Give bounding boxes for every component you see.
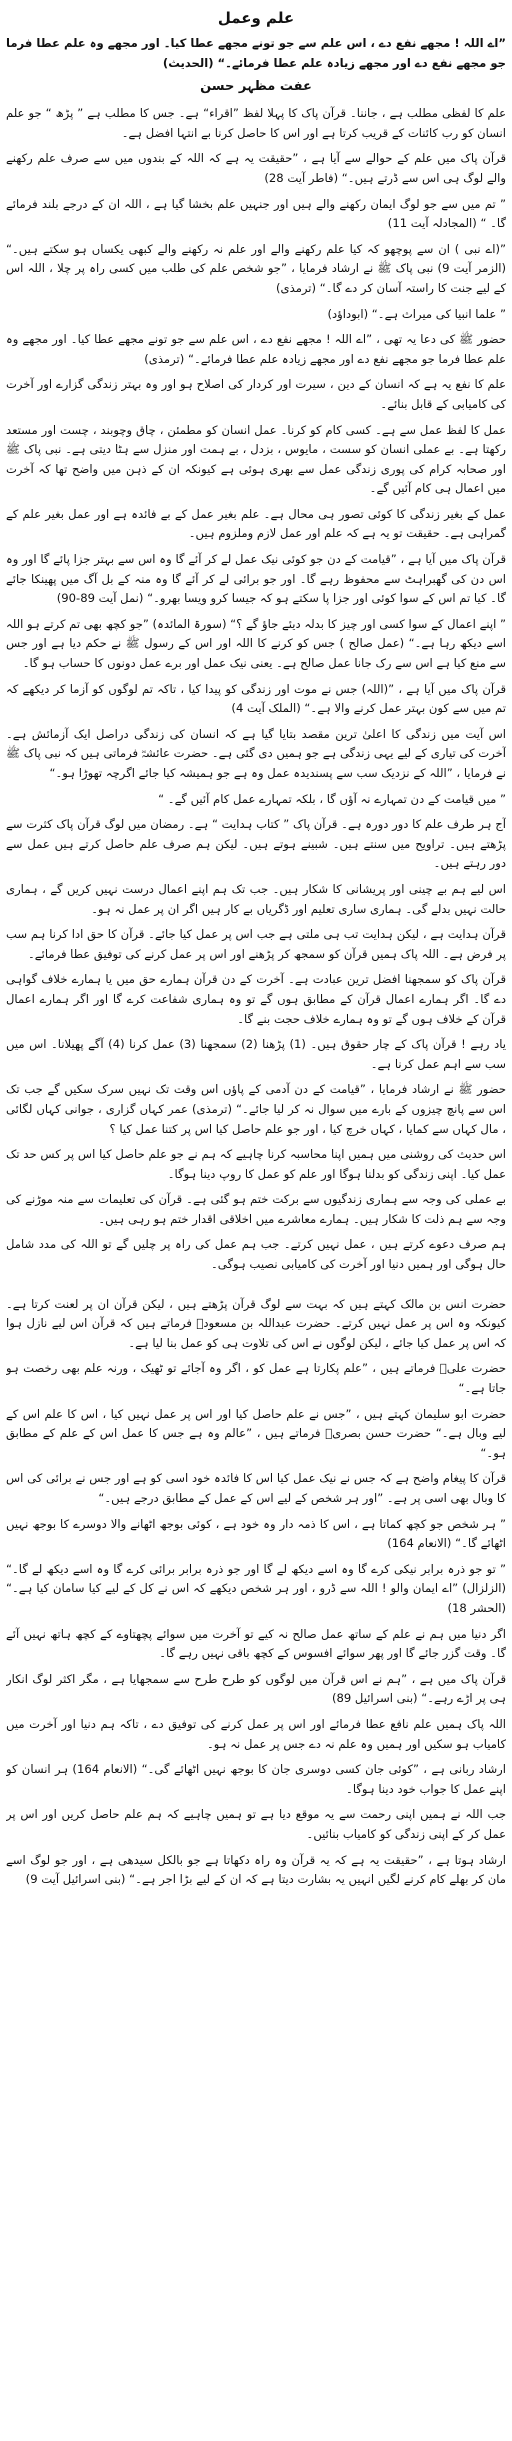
paragraph-35: ارشاد ہوتا ہے ، ”حقیقت یہ ہے کہ یہ قرآن وہ راہ دکھاتا ہے جو بالکل سیدھی ہے ، اور جو لوگ اسے مان کر بھلے کام کرنے لگیں انہیں یہ بشارت دیتا ہے کہ ان کے لیے بڑا اجر ہے۔“ (بنی اسرائیل آیت 9) bbox=[6, 1852, 506, 1887]
paragraph-28: ” ہر شخص جو کچھ کماتا ہے ، اس کا ذمہ دار وہ خود ہے ، کوئی بوجھ اٹھانے والا دوسرے کا بوجھ نہیں اٹھائے گا۔“ (الانعام 164) bbox=[6, 1516, 506, 1551]
paragraph-5: ” علما انبیا کی میراث ہے۔“ (ابوداؤد) bbox=[327, 306, 506, 321]
paragraph-17: قرآن ہدایت ہے ، لیکن ہدایت تب ہی ملتی ہے جب اس پر عمل کیا جائے۔ قرآن کا حق ادا کرنا ہم سب پر فرض ہے۔ اللہ پاک ہمیں قرآن کو سمجھ کر پڑھنے اور اس پر عمل کرنے کی توفیق عطا فرمائے۔ bbox=[6, 927, 506, 961]
paragraph-11: ” اپنے اعمال کے سوا کسی اور چیز کا بدلہ دیئے جاؤ گے ؟“ (سورۃ المائدہ) ”جو کچھ بھی تم کرتے ہو اللہ اسے دیکھ رہا ہے۔“ (عمل صالح ) جس کو کرنے کا اللہ اور اس کے رسول ﷺ نے حکم دیا ہے اور جس سے منع کیا ہے اس سے رک جانا عمل صالح ہے۔ یعنی نیک عمل اور برے عمل دونوں کا حساب ہو گا۔ bbox=[6, 616, 506, 671]
article-author: عفت مظہر حسن bbox=[200, 79, 312, 95]
article-title: علم وعمل bbox=[217, 9, 295, 27]
paragraph-12: قرآن پاک میں آیا ہے ، ”(اللہ) جس نے موت اور زندگی کو پیدا کیا ، تاکہ تم لوگوں کو آزما کر دیکھے کہ تم میں سے کون بہتر عمل کرنے والا ہے۔“ (الملک آیت 4) bbox=[6, 681, 506, 716]
paragraph-8: عمل کا لفظ عمل سے ہے۔ کسی کام کو کرنا۔ عمل انسان کو مطمئن ، چاق وچوبند ، چست اور مستعد رکھتا ہے۔ بے عملی انسان کو سست ، مایوس ، بزدل ، بے ہمت اور منزل سے ہٹا دیتی ہے۔ نبی پاک ﷺ اور صحابہ کرام کی پوری زندگی عمل سے بھری ہوئی ہے کیونکہ ان کے ذہن میں واضح تھا کہ آخرت میں اعمال ہی کام آئیں گے۔ bbox=[6, 422, 506, 496]
paragraph-33: ارشاد ربانی ہے ، ”کوئی جان کسی دوسری جان کا بوجھ نہیں اٹھائے گی۔“ (الانعام 164) ہر انسان کو اپنے عمل کا جواب خود دینا ہوگا۔ bbox=[6, 1762, 506, 1796]
paragraph-27: قرآن کا پیغام واضح ہے کہ جس نے نیک عمل کیا اس کا فائدہ خود اسی کو ہے اور جس نے برائی کی اس کا وبال بھی اسی پر ہے۔ ”اور ہر شخص کے لیے اس کے عمل کے مطابق درجے ہیں۔“ bbox=[6, 1471, 506, 1505]
paragraph-30: اگر دنیا میں ہم نے علم کے ساتھ عمل صالح نہ کیے تو آخرت میں سوائے پچھتاوے کے کچھ ہاتھ نہیں آئے گا۔ وقت گزر جائے گا اور پھر سوائے افسوس کے کچھ باقی نہیں رہے گا۔ bbox=[6, 1626, 506, 1661]
paragraph-22: بے عملی کی وجہ سے ہماری زندگیوں سے برکت ختم ہو گئی ہے۔ قرآن کی تعلیمات سے منہ موڑنے کی وجہ سے ہم ذلت کا شکار ہیں۔ ہمارے معاشرے میں اخلاقی اقدار ختم ہو رہی ہیں۔ bbox=[6, 1192, 506, 1226]
paragraph-4: ”(اے نبی ) ان سے پوچھو کہ کیا علم رکھنے والے اور علم نہ رکھنے والے کبھی یکساں ہو سکتے ہیں۔“ (الزمر آیت 9) نبی پاک ﷺ نے ارشاد فرمایا ، ”جو شخص علم کی طلب میں کسی راہ پر چلا ، اللہ اس کے لیے جنت کا راستہ آسان کر دے گا۔“ (ترمذی) bbox=[6, 241, 506, 295]
paragraph-25: حضرت علیؓ فرماتے ہیں ، ”علم پکارتا ہے عمل کو ، اگر وہ آجائے تو ٹھیک ، ورنہ علم بھی رخصت ہو جاتا ہے۔“ bbox=[6, 1361, 506, 1396]
paragraph-31: قرآن پاک میں ہے ، ”ہم نے اس قرآن میں لوگوں کو طرح طرح سے سمجھایا ہے ، مگر اکثر لوگ انکار ہی پر اڑے رہے۔“ (بنی اسرائیل 89) bbox=[6, 1671, 506, 1706]
paragraph-23: ہم صرف دعوے کرتے ہیں ، عمل نہیں کرتے۔ جب ہم عمل کی راہ پر چلیں گے تو اللہ کی مدد شامل حال ہوگی اور ہمیں دنیا اور آخرت کی کامیابی نصیب ہوگی۔ bbox=[6, 1237, 506, 1272]
paragraph-7: علم کا نفع یہ ہے کہ انسان کے دین ، سیرت اور کردار کی اصلاح ہو اور وہ بہتر زندگی گزارے اور آخرت کی کامیابی کے قابل بنائے۔ bbox=[6, 377, 506, 411]
paragraph-13: اس آیت میں زندگی کا اعلیٰ ترین مقصد بتایا گیا ہے کہ انسان کی زندگی دراصل ایک آزمائش ہے۔ آخرت کی تیاری کے لیے یہی زندگی ہے جو ہمیں دی گئی ہے۔ حضرت عائشہؓ فرماتی ہیں کہ نبی پاک ﷺ نے فرمایا ، ”اللہ کے نزدیک سب سے پسندیدہ عمل وہ ہے جو ہمیشہ کیا جائے اگرچہ تھوڑا ہو۔“ bbox=[6, 726, 506, 780]
paragraph-24: حضرت انس بن مالک کہتے ہیں کہ بہت سے لوگ قرآن پڑھتے ہیں ، لیکن قرآن ان پر لعنت کرتا ہے۔ کیونکہ وہ اس پر عمل نہیں کرتے۔ حضرت عبداللہ بن مسعودؓ فرماتے ہیں کہ قرآن اس لیے نازل ہوا کہ اس پر عمل کیا جائے ، لیکن لوگوں نے اس کی تلاوت ہی کو عمل بنا لیا ہے۔ bbox=[6, 1296, 506, 1350]
paragraph-21: اس حدیث کی روشنی میں ہمیں اپنا محاسبہ کرنا چاہیے کہ ہم نے جو علم حاصل کیا اس پر کس حد تک عمل کیا۔ اپنی زندگی کو بدلنا ہوگا اور علم کو عمل کا روپ دینا ہوگا۔ bbox=[6, 1147, 506, 1181]
paragraph-18: قرآن پاک کو سمجھنا افضل ترین عبادت ہے۔ آخرت کے دن قرآن ہمارے حق میں یا ہمارے خلاف گواہی دے گا۔ اگر ہمارے اعمال قرآن کے مطابق ہوں گے تو وہ ہماری شفاعت کرے گا اور اگر ہمارے اعمال قرآن کے خلاف ہوں گے تو وہ ہمارے خلاف حجت بنے گا۔ bbox=[6, 972, 506, 1026]
paragraph-29: ” تو جو ذرہ برابر نیکی کرے گا وہ اسے دیکھ لے گا اور جو ذرہ برابر برائی کرے گا وہ اسے دیکھ لے گا۔“ (الزلزال) ”اے ایمان والو ! اللہ سے ڈرو ، اور ہر شخص دیکھے کہ اس نے کل کے لیے کیا سامان کیا ہے۔“ (الحشر 18) bbox=[6, 1561, 506, 1615]
article-page bbox=[6, 0, 506, 2439]
paragraph-32: اللہ پاک ہمیں علم نافع عطا فرمائے اور اس پر عمل کرنے کی توفیق دے ، تاکہ ہم دنیا اور آخرت میں کامیاب ہو سکیں اور ہمیں وہ علم نہ دے جس پر عمل نہ ہو۔ bbox=[6, 1716, 506, 1751]
paragraph-2: قرآن پاک میں علم کے حوالے سے آیا ہے ، ”حقیقت یہ ہے کہ اللہ کے بندوں میں سے صرف علم رکھنے والے لوگ ہی اس سے ڈرتے ہیں۔“ (فاطر آیت 28) bbox=[6, 151, 506, 185]
paragraph-26: حضرت ابو سلیمان کہتے ہیں ، ”جس نے علم حاصل کیا اور اس پر عمل نہیں کیا ، اس کا علم اس کے لیے وبال ہے۔“ حضرت حسن بصریؒ فرماتے ہیں ، ”عالم وہ ہے جس کا عمل اس کے علم کے مطابق ہو۔“ bbox=[6, 1406, 506, 1460]
paragraph-20: حضور ﷺ نے ارشاد فرمایا ، ”قیامت کے دن آدمی کے پاؤں اس وقت تک نہیں سرک سکیں گے جب تک اس سے پانچ چیزوں کے بارے میں سوال نہ کر لیا جائے۔“ (ترمذی) عمر کہاں گزاری ، جوانی کہاں لگائی ، مال کہاں سے کمایا ، کہاں خرچ کیا ، اور جو علم حاصل کیا اس پر کتنا عمل کیا ؟ bbox=[6, 1082, 506, 1136]
paragraph-34: جب اللہ نے ہمیں اپنی رحمت سے یہ موقع دیا ہے تو ہمیں چاہیے کہ ہم علم حاصل کریں اور اس پر عمل کر کے اپنی زندگی کو کامیاب بنائیں۔ bbox=[6, 1807, 506, 1841]
section-gap bbox=[6, 1281, 506, 1295]
paragraph-1: علم کا لفظی مطلب ہے ، جاننا۔ قرآن پاک کا پہلا لفظ ”اقراء“ ہے۔ جس کا مطلب ہے ” پڑھ “ جو علم انسان کو رب کائنات کے قریب کرتا ہے اور اس کا حاصل کرنا بے انتہا افضل ہے۔ bbox=[6, 106, 506, 140]
paragraph-15: آج ہر طرف علم کا دور دورہ ہے۔ قرآن پاک ” کتاب ہدایت “ ہے۔ رمضان میں لوگ قرآن پاک کثرت سے پڑھتے ہیں۔ تراویح میں سنتے ہیں۔ شبینے ہوتے ہیں۔ لیکن ہم صرف علم حاصل کرتے ہیں عمل سے دور رہتے ہیں۔ bbox=[6, 817, 506, 871]
article-epigraph: ”اے اللہ ! مجھے نفع دے ، اس علم سے جو تونے مجھے عطا کیا۔ اور مجھے وہ علم عطا فرما جو مجھے نفع دے اور مجھے زیادہ علم عطا فرمائے۔“ (الحدیث) bbox=[6, 36, 506, 70]
paragraph-9: عمل کے بغیر زندگی کا کوئی تصور ہی محال ہے۔ علم بغیر عمل کے بے فائدہ ہے اور عمل بغیر علم کے گمراہی ہے۔ حقیقت تو یہ ہے کہ علم اور عمل لازم وملزوم ہیں۔ bbox=[6, 506, 506, 541]
paragraph-16: اس لیے ہم بے چینی اور پریشانی کا شکار ہیں۔ جب تک ہم اپنے اعمال درست نہیں کریں گے ، ہماری حالت نہیں بدلے گی۔ ہماری ساری تعلیم اور ڈگریاں بے کار ہیں اگر ان پر عمل نہ ہو۔ bbox=[6, 881, 506, 916]
paragraph-14: ” میں قیامت کے دن تمہارے نہ آؤں گا ، بلکہ تمہارے عمل کام آئیں گے۔ “ bbox=[158, 791, 506, 806]
paragraph-6: حضور ﷺ کی دعا یہ تھی ، ”اے اللہ ! مجھے نفع دے ، اس علم سے جو تونے مجھے عطا کیا۔ اور مجھے وہ علم عطا فرما جو مجھے نفع دے اور مجھے زیادہ علم عطا فرمائے۔“ (ترمذی) bbox=[6, 332, 506, 366]
paragraph-19: یاد رہے ! قرآن پاک کے چار حقوق ہیں۔ (1) پڑھنا (2) سمجھنا (3) عمل کرنا (4) آگے پھیلانا۔ اس میں سب سے اہم عمل کرنا ہے۔ bbox=[6, 1037, 506, 1071]
paragraph-3: ” تم میں سے جو لوگ ایمان رکھنے والے ہیں اور جنہیں علم بخشا گیا ہے ، اللہ ان کے درجے بلند فرمائے گا۔ “ (المجادلہ آیت 11) bbox=[6, 196, 506, 231]
paragraph-10: قرآن پاک میں آیا ہے ، ”قیامت کے دن جو کوئی نیک عمل لے کر آئے گا وہ اس سے بہتر جزا پائے گا اور وہ اس دن کی گھبراہٹ سے محفوظ رہے گا۔ اور جو برائی لے کر آئے گا وہ منہ کے بل آگ میں پھینکا جائے گا۔ کیا تم اس کے سوا کوئی اور جزا پا سکتے ہو کہ جیسا کرو ویسا بھرو۔“ (نمل آیت 89-90) bbox=[6, 552, 506, 606]
